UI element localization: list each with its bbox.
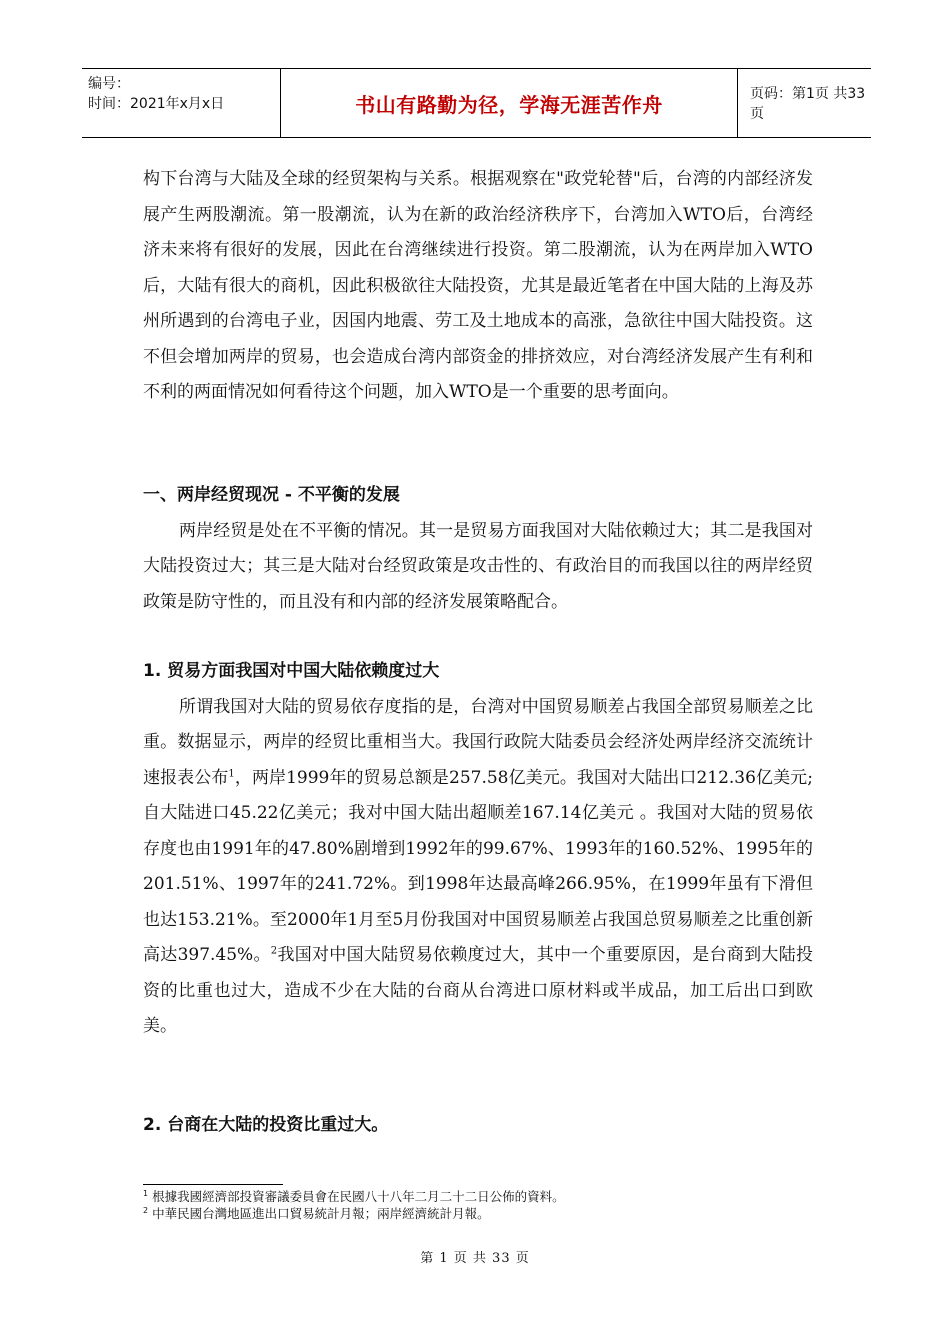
footnote-text: 中華民國台灣地區進出口貿易統計月報；兩岸經濟統計月報。 bbox=[152, 1206, 490, 1221]
serial-label: 编号： bbox=[88, 76, 130, 92]
subsection-1-heading: 1. 贸易方面我国对中国大陆依赖度过大 bbox=[143, 661, 440, 681]
subsection-1-text-c: 我国对中国大陆贸易依赖度过大，其中一个重要原因，是台商到大陆投资的比重也过大，造成不少在大陆的台商从台湾进口原材料或半成品，加工后出口到欧美。 bbox=[143, 945, 813, 1036]
page-code: 页码：第1页 共33页 bbox=[750, 86, 866, 122]
footnote-mark: 1 bbox=[143, 1188, 149, 1198]
footnote-item bbox=[143, 1205, 823, 1222]
footnote-ref-2: 2 bbox=[270, 945, 278, 957]
footnote-item bbox=[143, 1188, 823, 1205]
subsection-1-paragraph bbox=[143, 690, 813, 1045]
section-1-paragraph: 两岸经贸是处在不平衡的情况。其一是贸易方面我国对大陆依赖过大；其二是我国对大陆投资过大；其三是大陆对台经贸政策是攻击性的、有政治目的而我国以往的两岸经贸政策是防守性的，而且没有和内部的经济发展策略配合。 bbox=[143, 520, 813, 612]
intro-block bbox=[143, 162, 813, 411]
header-motto-cell bbox=[281, 69, 738, 137]
section-1 bbox=[143, 478, 813, 620]
footnote-text: 根據我國經濟部投資審議委員會在民國八十八年二月二十二日公佈的資料。 bbox=[152, 1189, 565, 1204]
page-footer: 第 1 页 共 33 页 bbox=[420, 1251, 530, 1266]
footnote-divider bbox=[143, 1184, 283, 1185]
header-motto: 书山有路勤为径，学海无涯苦作舟 bbox=[355, 92, 663, 117]
section-1-heading: 一、两岸经贸现况 - 不平衡的发展 bbox=[143, 485, 400, 505]
subsection-2-heading: 2. 台商在大陆的投资比重过大。 bbox=[143, 1115, 389, 1135]
page-header bbox=[82, 68, 871, 138]
footnote-ref-1: 1 bbox=[228, 767, 235, 779]
header-page-cell bbox=[738, 69, 871, 137]
footnotes bbox=[143, 1188, 823, 1222]
subsection-1-text-b: ，两岸1999年的贸易总额是257.58亿美元。我国对大陆出口212.36亿美元;自大陆进口45.22亿美元；我对中国大陆出超顺差167.14亿美元 。我国对大陆的贸易依存度也由1991年的47.80%剧增到1992年的99.67%、1993年的160.52%、1995年的201.51%、1997年的241.72%。到1998年达最高峰266.95%，在1999年虽有下滑但也达153.21%。至2000年1月至5月份我国对中国贸易顺差占我国总贸易顺差之比重创新高达397.45%。 bbox=[143, 767, 813, 965]
time-label: 时间：2021年x月x日 bbox=[88, 96, 225, 112]
subsection-1-text-a: 所谓我国对大陆的贸易依存度指的是，台湾对中国贸易顺差占我国全部贸易顺差之比重。数据显示，两岸的经贸比重相当大。我国行政院大陆委员会经济处两岸经济交流统计速报表公布 bbox=[143, 696, 813, 788]
header-meta-cell bbox=[82, 69, 281, 137]
subsection-1 bbox=[143, 654, 813, 1045]
intro-paragraph: 构下台湾与大陆及全球的经贸架构与关系。根据观察在"政党轮替"后，台湾的内部经济发展产生两股潮流。第一股潮流，认为在新的政治经济秩序下，台湾加入WTO后，台湾经济未来将有很好的发展，因此在台湾继续进行投资。第二股潮流，认为在两岸加入WTO后，大陆有很大的商机，因此积极欲往大陆投资，尤其是最近笔者在中国大陆的上海及苏州所遇到的台湾电子业，因国内地震、劳工及土地成本的高涨，急欲往中国大陆投资。这不但会增加两岸的贸易，也会造成台湾内部资金的排挤效应，对台湾经济发展产生有利和不利的两面情况如何看待这个问题，加入WTO是一个重要的思考面向。 bbox=[143, 169, 813, 402]
footnote-mark: 2 bbox=[143, 1205, 149, 1215]
subsection-2 bbox=[143, 1108, 813, 1144]
